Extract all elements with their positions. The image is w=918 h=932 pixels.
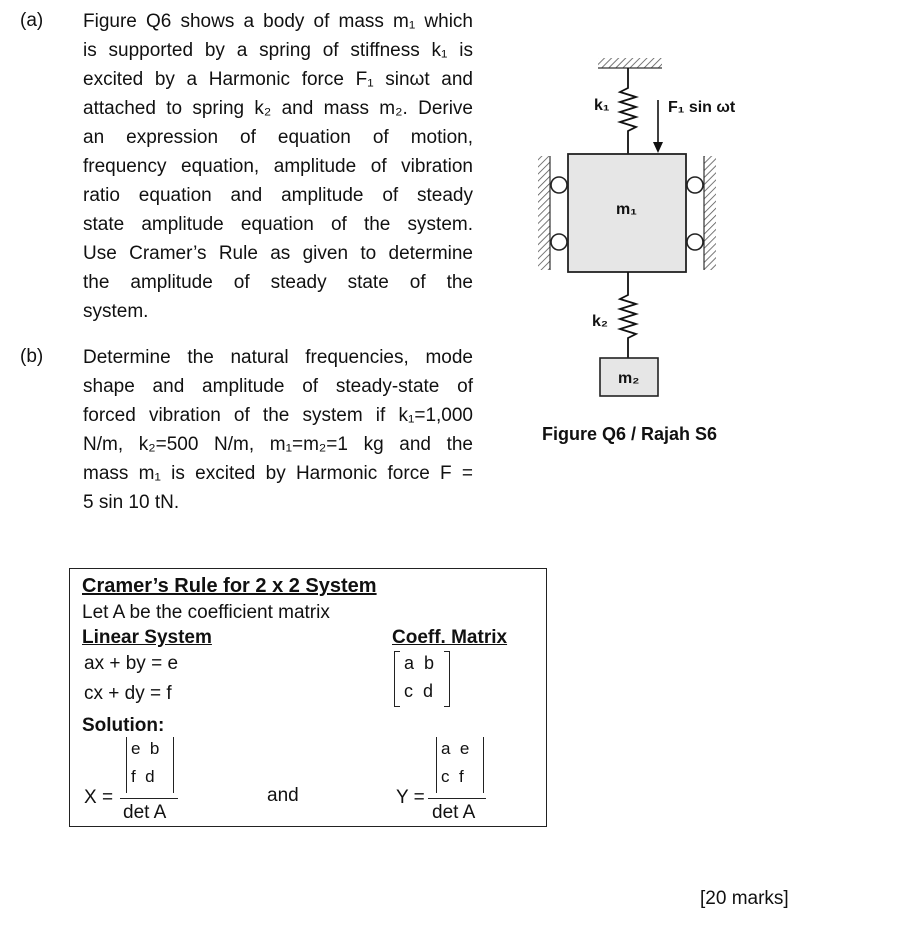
x-numerator-determinant	[126, 737, 174, 793]
part-b-line: shape and amplitude of steady-state of	[83, 376, 473, 397]
cramer-title: Cramer’s Rule for 2 x 2 System	[82, 575, 377, 597]
part-a-line: system.	[83, 301, 149, 322]
figure-q6-diagram	[520, 50, 780, 410]
part-a-label: (a)	[20, 10, 44, 31]
part-b-text	[83, 343, 473, 517]
part-a-line: the amplitude of steady state of the	[83, 272, 473, 293]
figure-caption: Figure Q6 / Rajah S6	[542, 424, 718, 444]
y-label: Y =	[396, 787, 425, 808]
equation-2: cx + dy = f	[84, 683, 172, 704]
coeff-matrix-heading: Coeff. Matrix	[392, 627, 508, 648]
y-fraction-line	[428, 798, 486, 799]
equation-1: ax + by = e	[84, 653, 179, 674]
spring-k1	[620, 68, 636, 154]
part-a-line: state amplitude equation of the system.	[83, 214, 473, 235]
y-numerator-determinant	[436, 737, 484, 793]
part-a-line: attached to spring k₂ and mass m₂. Derive	[83, 98, 473, 119]
right-wall	[704, 156, 716, 270]
x-det-row-1: e b	[131, 739, 160, 758]
part-a-line: an expression of equation of motion,	[83, 127, 473, 148]
part-a-line: is supported by a spring of stiffness k₁ is	[83, 40, 473, 61]
matrix-row-2: c d	[404, 681, 434, 701]
cramer-intro: Let A be the coefficient matrix	[82, 602, 330, 623]
x-fraction-line	[120, 798, 178, 799]
y-denominator: det A	[432, 802, 476, 823]
ground-top	[598, 58, 662, 68]
part-a-line: ratio equation and amplitude of steady	[83, 185, 473, 206]
left-wall	[538, 156, 550, 270]
part-b-label: (b)	[20, 346, 44, 367]
part-b-line: 5 sin 10 tN.	[83, 492, 180, 513]
part-b-line: Determine the natural frequencies, mode	[83, 347, 473, 368]
y-det-row-1: a e	[441, 739, 470, 758]
label-m1: m₁	[616, 201, 637, 218]
roller-right-top	[687, 177, 703, 193]
label-k2: k₂	[592, 313, 609, 330]
coeff-matrix	[394, 651, 450, 707]
part-b-line: forced vibration of the system if k₁=1,000	[83, 405, 473, 426]
part-a-text	[83, 7, 473, 326]
part-b-line: mass m₁ is excited by Harmonic force F =	[83, 463, 473, 484]
part-a-line: excited by a Harmonic force F₁ sinωt and	[83, 69, 473, 90]
label-k1: k₁	[594, 97, 610, 114]
part-a-line: Figure Q6 shows a body of mass m₁ which	[83, 11, 473, 32]
marks: [20 marks]	[700, 888, 789, 909]
roller-right-bottom	[687, 234, 703, 250]
roller-left-top	[551, 177, 567, 193]
and-text: and	[267, 785, 299, 806]
x-det-row-2: f d	[131, 767, 155, 786]
roller-left-bottom	[551, 234, 567, 250]
linear-system-heading: Linear System	[82, 627, 212, 648]
x-label: X =	[84, 787, 114, 808]
part-a-line: frequency equation, amplitude of vibration	[83, 156, 473, 177]
x-denominator: det A	[123, 802, 167, 823]
label-force: F₁ sin ωt	[668, 99, 736, 116]
part-a-line: Use Cramer’s Rule as given to determine	[83, 243, 473, 264]
label-m2: m₂	[618, 370, 640, 387]
matrix-row-1: a b	[404, 653, 435, 673]
cramer-rule-box	[69, 568, 547, 827]
part-b-line: N/m, k₂=500 N/m, m₁=m₂=1 kg and the	[83, 434, 473, 455]
y-det-row-2: c f	[441, 767, 464, 786]
spring-k2	[620, 272, 636, 358]
solution-label: Solution:	[82, 715, 165, 736]
